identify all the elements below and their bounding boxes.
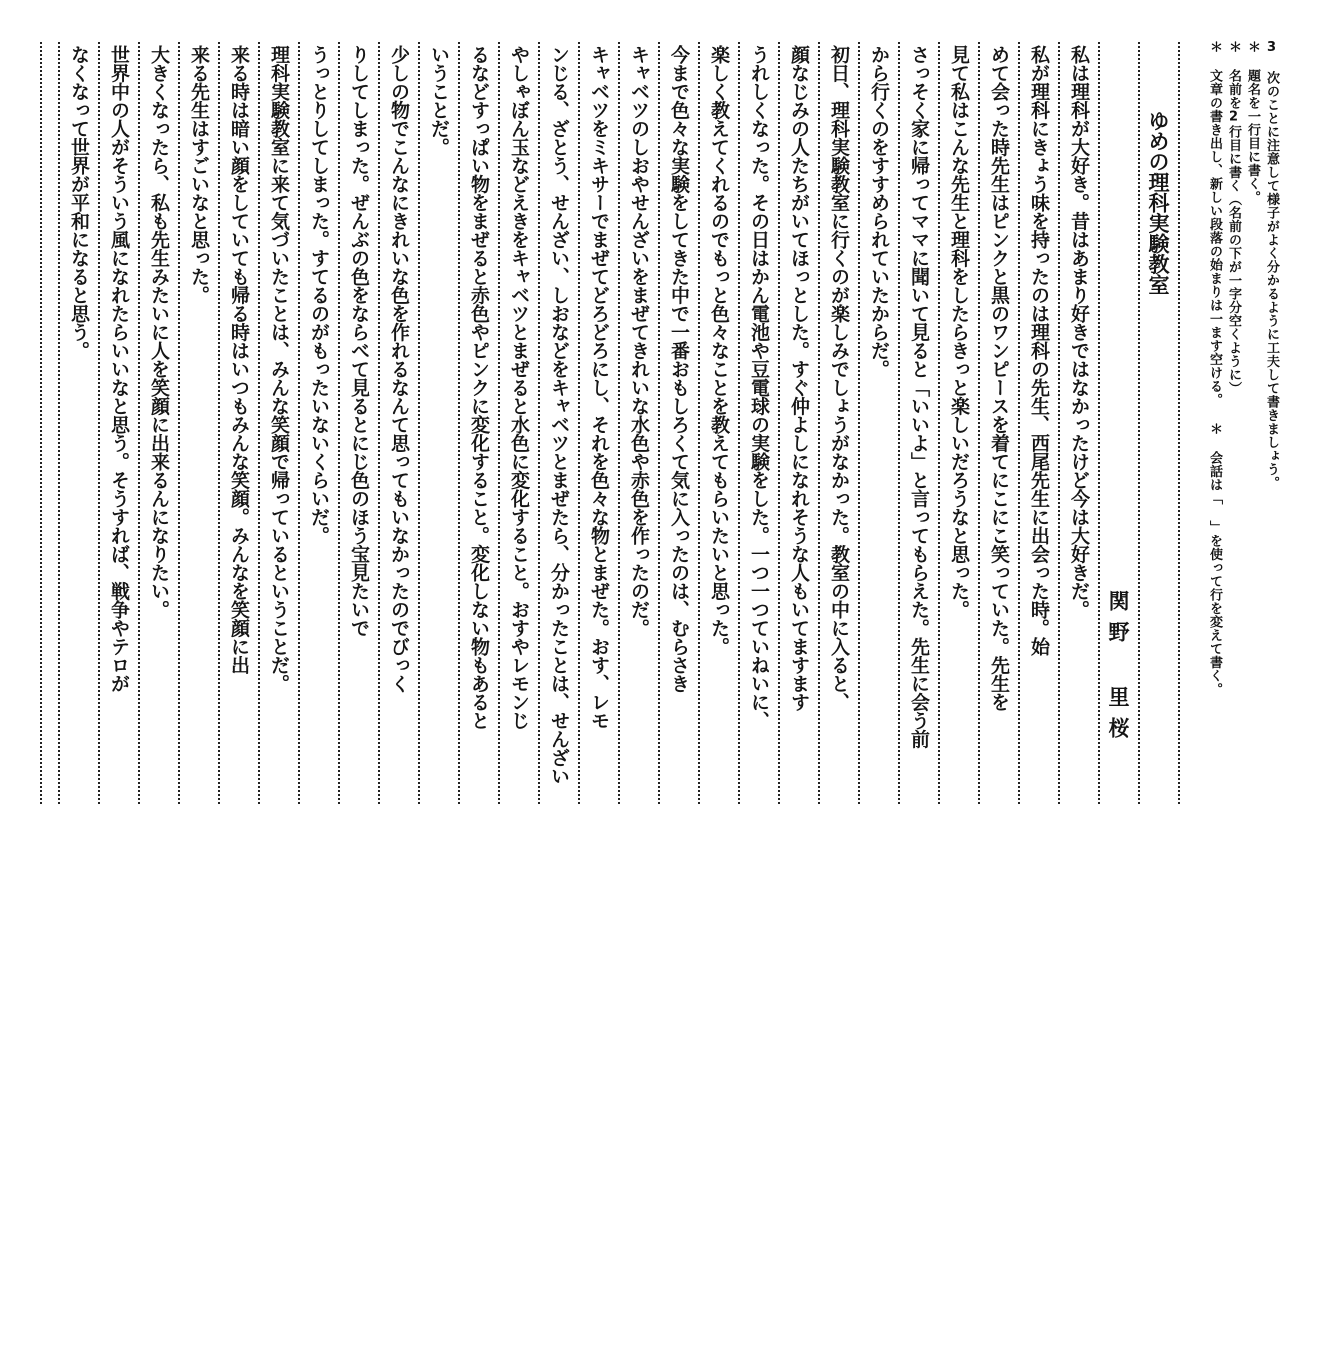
ruled-line — [1098, 42, 1100, 804]
ruled-line — [298, 42, 300, 804]
essay-line: 私が理科にきょう味を持ったのは理科の先生、西尾先生に出会った時。始 — [1028, 45, 1050, 656]
instruction-line-4: ＊ 文章の書き出し、新しい段落の始まりは一ます空ける。 ＊ 会話は「 」を使って行を変えて書く。 — [1207, 40, 1222, 696]
essay-line: めて会った時先生はピンクと黒のワンピースを着てにこにこ笑っていた。先生を — [988, 45, 1010, 711]
essay-line: 来る先生はすごいなと思った。 — [188, 45, 210, 304]
ruled-line — [1178, 42, 1180, 804]
ruled-line — [138, 42, 140, 804]
essay-line: うれしくなった。その日はかん電池や豆電球の実験をした。一つ一つていねいに、 — [748, 45, 770, 730]
essay-line: キャベツをミキサーでまぜてどろどろにし、それを色々な物とまぜた。おす、レモ — [588, 45, 610, 730]
ruled-line — [778, 42, 780, 804]
essay-line: うっとりしてしまった。すてるのがもったいないくらいだ。 — [308, 45, 330, 545]
ruled-line — [178, 42, 180, 804]
essay-line: 見て私はこんな先生と理科をしたらきっと楽しいだろうなと思った。 — [948, 45, 970, 619]
ruled-line — [618, 42, 620, 804]
essay-line: 顔なじみの人たちがいてほっとした。すぐ仲よしになれそうな人もいてますます — [788, 45, 810, 711]
ruled-line — [898, 42, 900, 804]
essay-line: いうことだ。 — [428, 45, 450, 156]
ruled-line — [858, 42, 860, 804]
ruled-line — [538, 42, 540, 804]
ruled-line — [498, 42, 500, 804]
essay-line: 来る時は暗い顔をしていても帰る時はいつもみんな笑顔。みんなを笑顔に出 — [228, 45, 250, 674]
essay-line: キャベツのしおやせんざいをまぜてきれいな水色や赤色を作ったのだ。 — [628, 45, 650, 637]
instruction-line-2: ＊ 題名を一行目に書く。 — [1245, 40, 1260, 204]
ruled-line — [738, 42, 740, 804]
essay-author: 関野 里桜 — [1106, 590, 1130, 748]
ruled-line — [58, 42, 60, 804]
ruled-line — [40, 42, 42, 804]
essay-line: 少しの物でこんなにきれいな色を作れるなんて思ってもいなかったのでびっく — [388, 45, 410, 693]
essay-line: 今まで色々な実験をしてきた中で一番おもしろくて気に入ったのは、むらさき — [668, 45, 690, 693]
instruction-line-1: 3 次のことに注意して様子がよく分かるように工夫して書きましょう。 — [1264, 40, 1279, 490]
essay-line: から行くのをすすめられていたからだ。 — [868, 45, 890, 378]
ruled-line — [578, 42, 580, 804]
ruled-line — [458, 42, 460, 804]
instruction-line-3: ＊ 名前を2行目に書く（名前の下が一字分空くように） — [1226, 40, 1241, 395]
essay-line: 大きくなったら、私も先生みたいに人を笑顔に出来るんになりたい。 — [148, 45, 170, 619]
ruled-line — [818, 42, 820, 804]
ruled-line — [978, 42, 980, 804]
ruled-line — [258, 42, 260, 804]
essay-title: ゆめの理科実験教室 — [1146, 110, 1170, 295]
essay-line: りしてしまった。ぜんぶの色をならべて見るとにじ色のほう宝見たいで — [348, 45, 370, 637]
essay-line: やしゃぼん玉などえきをキャベツとまぜると水色に変化すること。おすやレモンじ — [508, 45, 530, 730]
essay-line: 理科実験教室に来て気づいたことは、みんな笑顔で帰っているということだ。 — [268, 45, 290, 693]
ruled-line — [418, 42, 420, 804]
ruled-line — [658, 42, 660, 804]
ruled-line — [938, 42, 940, 804]
ruled-line — [218, 42, 220, 804]
essay-line: 楽しく教えてくれるのでもっと色々なことを教えてもらいたいと思った。 — [708, 45, 730, 656]
essay-line: なくなって世界が平和になると思う。 — [68, 45, 90, 360]
essay-line: 世界中の人がそういう風になれたらいいなと思う。そうすれば、戦争やテロが — [108, 45, 130, 693]
essay-line: ンじる、ざとう、せんざい、しおなどをキャベツとまぜたら、分かったことは、せんざい — [548, 45, 570, 785]
essay-line: さっそく家に帰ってママに聞いて見ると「いいよ」と言ってもらえた。先生に会う前 — [908, 45, 930, 748]
essay-line: るなどすっぱい物をまぜると赤色やピンクに変化すること。変化しない物もあると — [468, 45, 490, 730]
ruled-line — [1138, 42, 1140, 804]
ruled-line — [698, 42, 700, 804]
ruled-line — [378, 42, 380, 804]
essay-line: 私は理科が大好き。昔はあまり好きではなかったけど今は大好きだ。 — [1068, 45, 1090, 619]
ruled-line — [1018, 42, 1020, 804]
ruled-line — [1058, 42, 1060, 804]
ruled-line — [338, 42, 340, 804]
essay-line: 初日、理科実験教室に行くのが楽しみでしょうがなかった。教室の中に入ると、 — [828, 45, 850, 711]
ruled-line — [98, 42, 100, 804]
